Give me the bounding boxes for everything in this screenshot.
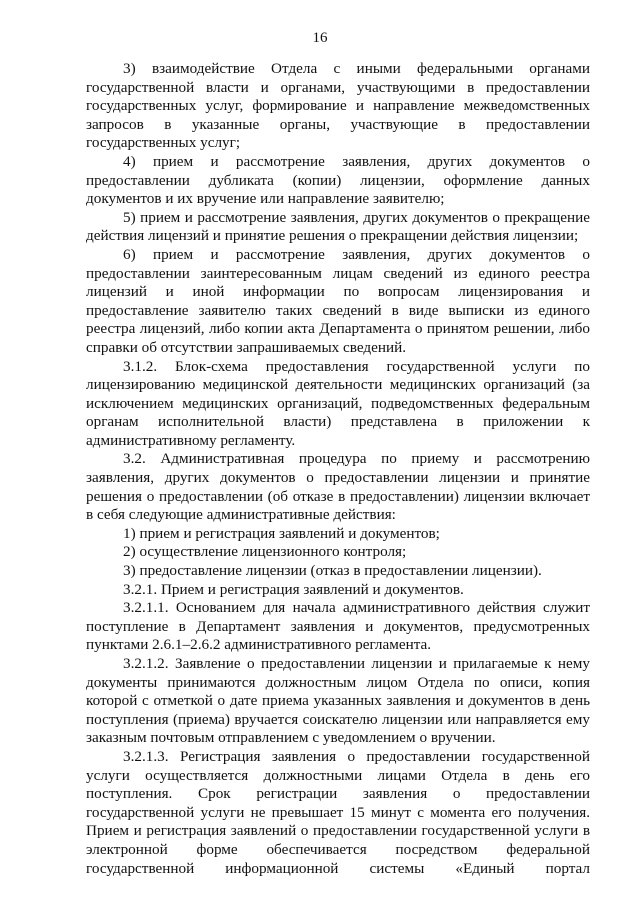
paragraph-item-4: 4) прием и рассмотрение заявления, других документов о предоставлении дубликата (копии) лицензии, оформление данных документов и их вручение или направление заявителю; <box>86 152 590 208</box>
paragraph-item-3: 3) взаимодействие Отдела с иными федеральными органами государственной власти и органами, участвующими в предоставлении государственных услуг, формирование и направление межведомственных запросов в указанные органы, участвующие в предоставлении государственных услуг; <box>86 60 590 152</box>
list-item-1: 1) прием и регистрация заявлений и документов; <box>123 524 440 542</box>
paragraph-3-2-1-2: 3.2.1.2. Заявление о предоставлении лицензии и прилагаемые к нему документы принимаются должностным лицом Отдела по описи, копия которой с отметкой о дате приема указанных заявления и документов в день поступления (приема) вручается соискателю лицензии или направляется ему заказным почтовым отправлением с уведомлением о вручении. <box>86 655 590 747</box>
paragraph-item-6: 6) прием и рассмотрение заявления, других документов о предоставлении заинтересованным лицам сведений из единого реестра лицензий и иной информации по вопросам лицензирования и предоставление заявителю таких сведений в виде выписки из единого реестра лицензий, либо копии акта Департамента о принятом решении, либо справки об отсутствии запрашиваемых сведений. <box>86 245 590 356</box>
paragraph-3-1-2: 3.1.2. Блок-схема предоставления государственной услуги по лицензированию медицинской деятельности медицинских организаций (за исключением медицинских организаций, подведомственных федеральным органам исполнительной власти) представлена в приложении к административному регламенту. <box>86 357 590 449</box>
page-number: 16 <box>312 30 328 46</box>
paragraph-3-2-1-1: 3.2.1.1. Основанием для начала административного действия служит поступление в Департамент заявления и документов, предусмотренных пунктами 2.6.1–2.6.2 административного регламента. <box>86 599 590 654</box>
paragraph-3-2-1-3: 3.2.1.3. Регистрация заявления о предоставлении государственной услуги осуществляется должностными лицами Отдела в день его поступления. Срок регистрации заявления о предоставлении государственной услуги не превышает 15 минут с момента его получения. Прием и регистрация заявлений о предоставлении государственной услуги в электронной форме обеспечивается посредством федеральной государственной информационной системы «Единый портал <box>86 747 590 877</box>
paragraph-3-2-1: 3.2.1. Прием и регистрация заявлений и документов. <box>123 580 464 598</box>
list-item-3: 3) предоставление лицензии (отказ в предоставлении лицензии). <box>123 562 542 580</box>
list-item-2: 2) осуществление лицензионного контроля; <box>123 543 407 561</box>
document-body <box>86 60 590 878</box>
paragraph-item-5: 5) прием и рассмотрение заявления, других документов о прекращение действия лицензий и принятие решения о прекращении действия лицензии; <box>86 208 590 245</box>
paragraph-3-2: 3.2. Административная процедура по приему и рассмотрению заявления, других документов о предоставлении лицензии и принятие решения о предоставлении (об отказе в предоставлении) лицензии включает в себя следующие административные действия: <box>86 450 590 524</box>
